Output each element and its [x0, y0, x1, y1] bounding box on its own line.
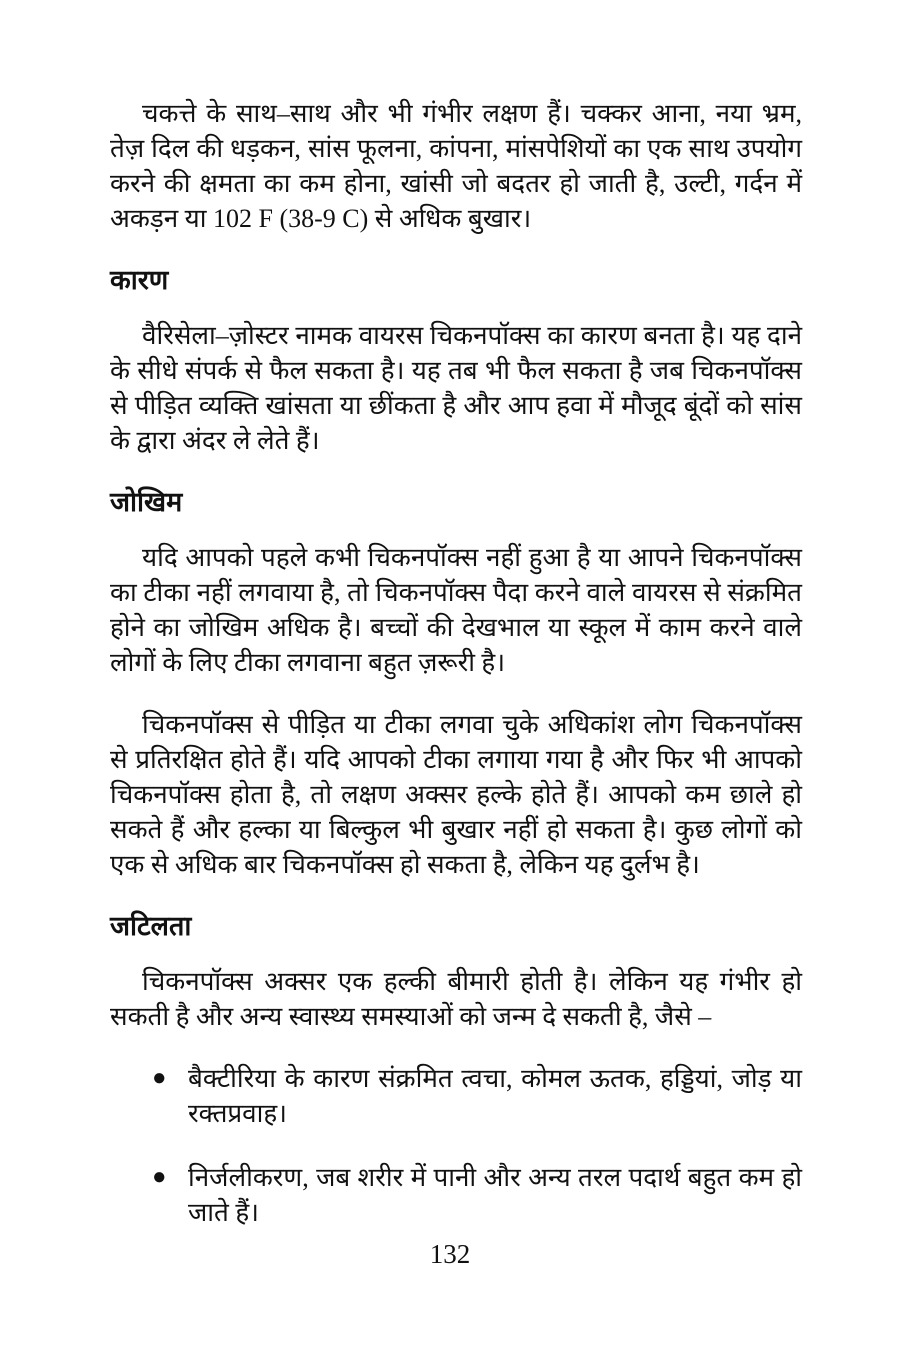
- complications-paragraph: चिकनपॉक्स अक्सर एक हल्की बीमारी होती है। लेकिन यह गंभीर हो सकती है और अन्य स्वास्थ्य समस्याओं को जन्म दे सकती है, जैसे –: [110, 967, 802, 1031]
- bullet-item-dehydration: [110, 1160, 802, 1230]
- page-number: 132: [429, 1239, 471, 1269]
- complications-bullet-list: [110, 1061, 802, 1230]
- bullet-icon: ●: [152, 1164, 167, 1190]
- bullet-item-text: बैक्टीरिया के कारण संक्रमित त्वचा, कोमल ऊतक, हड्डियां, जोड़ या रक्तप्रवाह।: [188, 1064, 802, 1128]
- heading-risk: जोखिम: [110, 487, 183, 517]
- intro-paragraph: चकत्ते के साथ–साथ और भी गंभीर लक्षण हैं। चक्कर आना, नया भ्रम, तेज़ दिल की धड़कन, सांस फूलना, कांपना, मांसपेशियों का एक साथ उपयोग करने की क्षमता का कम होना, खांसी जो बदतर हो जाती है, उल्टी, गर्दन में अकड़न या 102 F (38-9 C) से अधिक बुखार।: [110, 99, 802, 233]
- text-content: [110, 96, 802, 1259]
- cause-paragraph: वैरिसेला–ज़ोस्टर नामक वायरस चिकनपॉक्स का कारण बनता है। यह दाने के सीधे संपर्क से फैल सकता है। यह तब भी फैल सकता है जब चिकनपॉक्स से पीड़ित व्यक्ति खांसता या छींकता है और आप हवा में मौजूद बूंदों को सांस के द्वारा अंदर ले लेते हैं।: [110, 321, 802, 455]
- heading-complications: जटिलता: [110, 911, 192, 941]
- bullet-icon: ●: [152, 1065, 167, 1091]
- risk-paragraph-1: यदि आपको पहले कभी चिकनपॉक्स नहीं हुआ है या आपने चिकनपॉक्स का टीका नहीं लगवाया है, तो चिकनपॉक्स पैदा करने वाले वायरस से संक्रमित होने का जोखिम अधिक है। बच्चों की देखभाल या स्कूल में काम करने वाले लोगों के लिए टीका लगवाना बहुत ज़रूरी है।: [110, 543, 802, 677]
- risk-paragraph-2: चिकनपॉक्स से पीड़ित या टीका लगवा चुके अधिकांश लोग चिकनपॉक्स से प्रतिरक्षित होते हैं। यदि आपको टीका लगाया गया है और फिर भी आपको चिकनपॉक्स होता है, तो लक्षण अक्सर हल्के होते हैं। आपको कम छाले हो सकते हैं और हल्का या बिल्कुल भी बुखार नहीं हो सकता है। कुछ लोगों को एक से अधिक बार चिकनपॉक्स हो सकता है, लेकिन यह दुर्लभ है।: [110, 710, 802, 879]
- bullet-item-text: निर्जलीकरण, जब शरीर में पानी और अन्य तरल पदार्थ बहुत कम हो जाते हैं।: [188, 1163, 802, 1227]
- bullet-item-bacterial-infection: [110, 1061, 802, 1131]
- heading-cause: कारण: [110, 265, 169, 295]
